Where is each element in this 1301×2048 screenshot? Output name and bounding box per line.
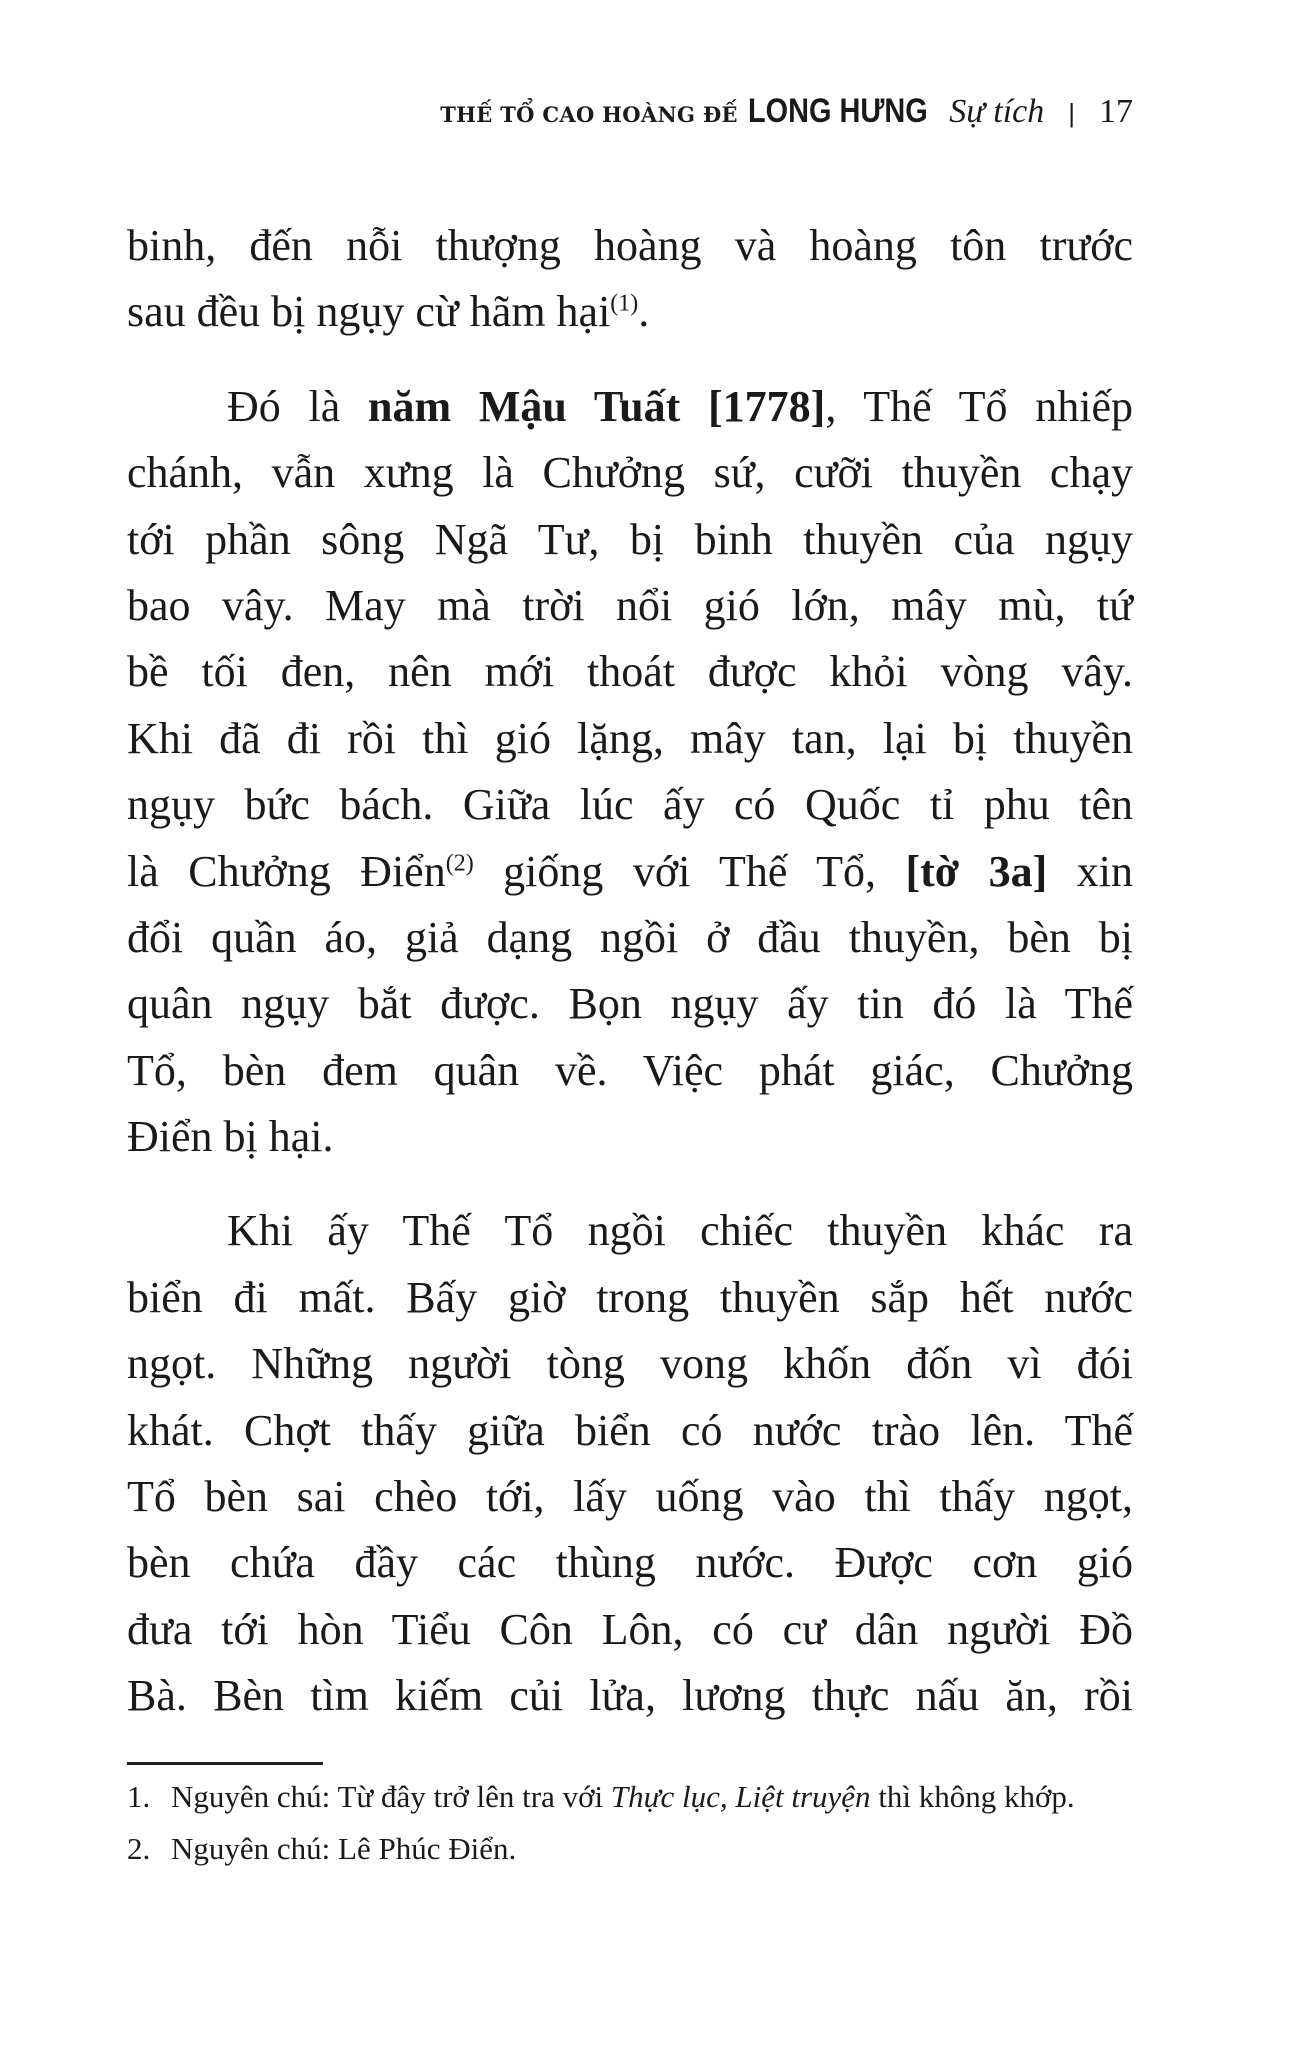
text-run: chánh, vẫn xưng là Chưởng sứ, cưỡi thuyền chạy	[127, 448, 1133, 498]
text-run: binh, đến nỗi thượng hoàng và hoàng tôn trước	[127, 221, 1133, 270]
text-run: Nguyên chú: Lê Phúc Điển.	[171, 1831, 517, 1866]
text-line	[127, 1398, 1133, 1464]
text-run: xin	[1047, 846, 1133, 896]
footnote-divider	[127, 1762, 323, 1765]
text-line	[127, 1265, 1133, 1331]
paragraph	[127, 374, 1133, 1171]
text-run: tới phần sông Ngã Tư, bị binh thuyền của ngụy	[127, 514, 1133, 564]
text-run: .	[638, 287, 650, 337]
footnote-ref: (2)	[445, 849, 474, 876]
text-line	[127, 772, 1133, 838]
text-line	[127, 573, 1133, 639]
text-run: ngọt. Những người tòng vong khốn đốn vì đói	[127, 1339, 1133, 1389]
text-run: Tổ bèn sai chèo tới, lấy uống vào thì thấy ngọt,	[127, 1472, 1133, 1522]
footnote-text	[171, 1828, 1133, 1870]
text-line	[127, 1464, 1133, 1530]
text-line	[127, 1104, 1133, 1170]
footnote	[127, 1776, 1133, 1818]
text-run: bèn chứa đầy các thùng nước. Được cơn gió	[127, 1538, 1133, 1588]
text-run: năm Mậu Tuất [1778]	[368, 381, 826, 431]
text-line	[127, 374, 1133, 440]
text-run: biển đi mất. Bấy giờ trong thuyền sắp hết nước	[127, 1272, 1133, 1322]
header-separator: |	[1068, 98, 1075, 128]
text-line	[127, 1663, 1133, 1729]
footnotes	[127, 1776, 1133, 1880]
text-run: Tổ, bèn đem quân về. Việc phát giác, Chưởng	[127, 1045, 1133, 1095]
text-run: giống với Thế Tổ,	[473, 846, 906, 896]
text-run: Khi ấy Thế Tổ ngồi chiếc thuyền khác ra	[227, 1206, 1133, 1256]
text-run: Điển bị hại.	[127, 1112, 334, 1162]
text-line	[127, 1331, 1133, 1397]
text-run: bề tối đen, nên mới thoát được khỏi vòng vây.	[127, 647, 1133, 697]
header-title-script: Sự tích	[949, 93, 1045, 130]
text-line	[127, 839, 1133, 905]
text-run: đổi quần áo, giả dạng ngồi ở đầu thuyền, bèn bị	[127, 912, 1133, 962]
text-line	[127, 507, 1133, 573]
text-line	[127, 971, 1133, 1037]
text-run: là Chưởng Điển	[127, 846, 446, 896]
text-line	[127, 279, 1133, 345]
text-run: đưa tới hòn Tiểu Côn Lôn, có cư dân người Đồ	[127, 1604, 1133, 1654]
text-line	[127, 1038, 1133, 1104]
page-number: 17	[1099, 93, 1133, 130]
text-run: sau đều bị ngụy cừ hãm hại	[127, 287, 611, 337]
text-run: thì không khớp.	[870, 1779, 1075, 1814]
paragraph	[127, 213, 1133, 346]
text-run: Đó là	[227, 381, 369, 431]
text-run: bao vây. May mà trời nổi gió lớn, mây mù, tứ	[127, 580, 1133, 630]
text-run: Nguyên chú: Từ đây trở lên tra với	[171, 1779, 611, 1814]
text-line	[127, 1198, 1133, 1264]
header-title-prefix: THẾ TỔ CAO HOÀNG ĐẾ	[440, 102, 738, 127]
footnote-number: 2.	[127, 1831, 151, 1866]
paragraph	[127, 1198, 1133, 1729]
text-run: , Thế Tổ nhiếp	[825, 381, 1133, 431]
footnote-ref: (1)	[610, 290, 639, 317]
text-run: ngụy bức bách. Giữa lúc ấy có Quốc tỉ phu tên	[127, 780, 1133, 830]
text-run: khát. Chợt thấy giữa biển có nước trào lên. Thế	[127, 1405, 1133, 1455]
text-run: Bà. Bèn tìm kiếm củi lửa, lương thực nấu ăn, rồi	[127, 1671, 1133, 1721]
text-line	[127, 639, 1133, 705]
footnote	[127, 1828, 1133, 1870]
header-title-main: LONG HƯNG	[747, 92, 928, 130]
body-text	[127, 213, 1133, 1758]
text-run: Thực lục, Liệt truyện	[610, 1779, 871, 1814]
text-line	[127, 905, 1133, 971]
running-header	[440, 92, 1133, 131]
text-line	[127, 706, 1133, 772]
text-line	[127, 213, 1133, 279]
text-line	[127, 440, 1133, 506]
text-run: [tờ 3a]	[905, 846, 1048, 896]
footnote-number: 1.	[127, 1779, 151, 1814]
footnote-text	[171, 1776, 1133, 1818]
text-run: Khi đã đi rồi thì gió lặng, mây tan, lại bị thuyền	[127, 713, 1133, 763]
text-run: quân ngụy bắt được. Bọn ngụy ấy tin đó là Thế	[127, 979, 1133, 1029]
text-line	[127, 1530, 1133, 1596]
text-line	[127, 1597, 1133, 1663]
